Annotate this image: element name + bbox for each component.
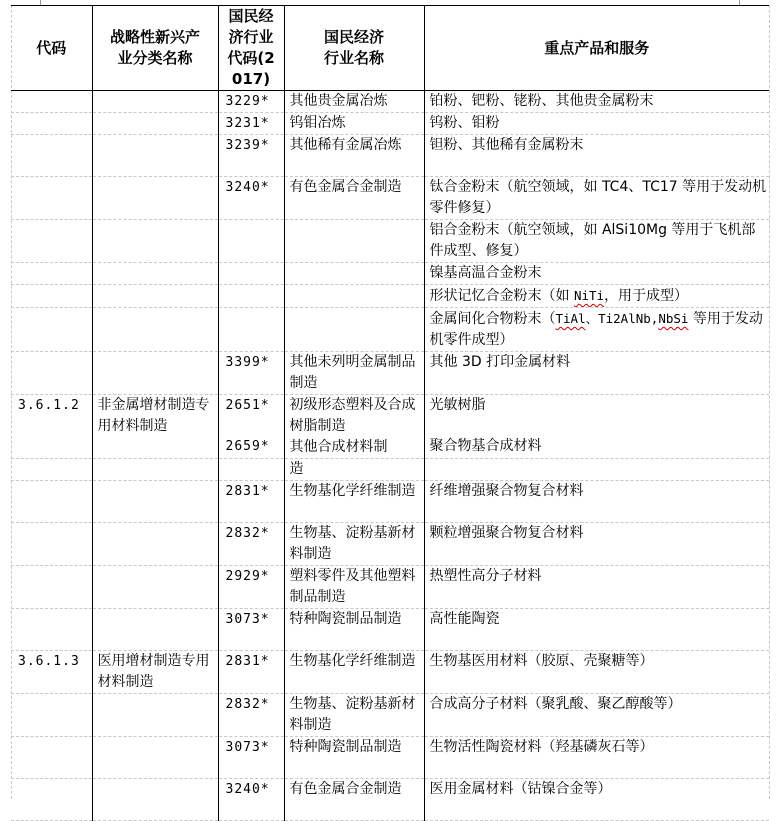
industry-name-text: 初级形态塑料及合成树脂制造 <box>289 397 416 434</box>
table-row <box>11 220 769 263</box>
cell-industry-name: 其他未列明金属制品制造 <box>284 352 424 395</box>
table-row <box>11 609 769 651</box>
cell-industry-code: 2832* <box>218 694 284 737</box>
cell-code <box>11 609 92 651</box>
cell-industry-code <box>218 263 284 285</box>
page-margin-guide <box>769 5 770 799</box>
cell-product: 颗粒增强聚合物复合材料 <box>424 523 769 566</box>
cell-industry-code <box>218 308 284 352</box>
cell-industry-name <box>284 220 424 263</box>
table-row <box>11 91 769 113</box>
cell-industry-code <box>218 459 284 481</box>
cell-industry-name: 塑料零件及其他塑料制品制造 <box>284 566 424 609</box>
table-row <box>11 177 769 220</box>
cell-industry-name: 生物基、淀粉基新材料制造 <box>284 694 424 737</box>
cell-product <box>424 459 769 481</box>
spellcheck-flagged-text[interactable]: TiAl <box>555 311 586 326</box>
table-row <box>11 737 769 779</box>
cell-product: 医用金属材料（钴镍合金等） <box>424 779 769 821</box>
cell-code: 3.6.1.2 <box>11 395 92 459</box>
cell-industry-code: 3240* <box>218 779 284 821</box>
table-row <box>11 651 769 694</box>
cell-industry-name <box>284 263 424 285</box>
spellcheck-flagged-text[interactable]: NiTi <box>573 288 605 303</box>
cell-code <box>11 459 92 481</box>
cell-category: 非金属增材制造专用材料制造 <box>92 395 218 459</box>
cell-category: 医用增材制造专用材料制造 <box>92 651 218 694</box>
cell-industry-name: 其他贵金属冶炼 <box>284 91 424 113</box>
table-row <box>11 779 769 821</box>
cell-product: 其他 3D 打印金属材料 <box>424 352 769 395</box>
cell-industry-code: 3239* <box>218 135 284 177</box>
cell-code <box>11 135 92 177</box>
cell-industry-code: 3231* <box>218 113 284 135</box>
cell-product: 钨粉、钼粉 <box>424 113 769 135</box>
cell-industry-code: 3240* <box>218 177 284 220</box>
cell-product: 钛合金粉末（航空领域，如 TC4、TC17 等用于发动机零件修复） <box>424 177 769 220</box>
cell-category <box>92 135 218 177</box>
spellcheck-flagged-text[interactable]: NbSi <box>658 311 689 326</box>
header-industry-code <box>218 6 284 91</box>
cell-product <box>424 308 769 352</box>
table-row <box>11 481 769 523</box>
industry-classification-table <box>11 5 769 821</box>
cell-industry-name: 造 <box>284 459 424 481</box>
cell-industry-code: 2832* <box>218 523 284 566</box>
cell-product <box>424 395 769 459</box>
cell-product: 镍基高温合金粉末 <box>424 263 769 285</box>
cell-product: 热塑性高分子材料 <box>424 566 769 609</box>
table-row <box>11 352 769 395</box>
cell-product: 铂粉、钯粉、铑粉、其他贵金属粉末 <box>424 91 769 113</box>
cell-code <box>11 737 92 779</box>
cell-product <box>424 285 769 308</box>
cell-category <box>92 263 218 285</box>
cell-product: 高性能陶瓷 <box>424 609 769 651</box>
cell-category <box>92 459 218 481</box>
cell-industry-code: 3073* <box>218 737 284 779</box>
cell-category <box>92 779 218 821</box>
cell-category <box>92 91 218 113</box>
table-row <box>11 459 769 481</box>
cell-category <box>92 609 218 651</box>
header-industry-name <box>284 6 424 91</box>
product-text: 形状记忆合金粉末（如 <box>429 288 574 304</box>
cell-industry-name: 其他稀有金属冶炼 <box>284 135 424 177</box>
cell-code <box>11 779 92 821</box>
table-row <box>11 285 769 308</box>
industry-code-text: 2651* <box>225 398 270 413</box>
cell-product: 生物活性陶瓷材料（羟基磷灰石等） <box>424 737 769 779</box>
cell-code <box>11 285 92 308</box>
cell-code <box>11 566 92 609</box>
industry-code-text: 2659* <box>225 439 270 454</box>
cell-industry-name: 特种陶瓷制品制造 <box>284 609 424 651</box>
cell-industry-name: 生物基、淀粉基新材料制造 <box>284 523 424 566</box>
header-industry-code-text: 国民经济行业代码(2017) <box>227 7 275 88</box>
product-text: 、Ti2AlNb, <box>585 311 659 326</box>
cell-code <box>11 113 92 135</box>
cell-industry-code: 2831* <box>218 481 284 523</box>
table-row <box>11 308 769 352</box>
cell-industry-code: 2831* <box>218 651 284 694</box>
cell-industry-name: 生物基化学纤维制造 <box>284 651 424 694</box>
cell-category <box>92 177 218 220</box>
cell-industry-name <box>284 285 424 308</box>
cell-category <box>92 566 218 609</box>
cell-industry-code: 3229* <box>218 91 284 113</box>
industry-name-text: 其他合成材料制 <box>289 439 388 455</box>
cell-category <box>92 113 218 135</box>
header-category-name <box>92 6 218 91</box>
cell-industry-name <box>284 395 424 459</box>
table-row <box>11 395 769 459</box>
cell-code <box>11 308 92 352</box>
cell-category <box>92 481 218 523</box>
product-text: ，用于成型） <box>604 288 689 304</box>
cell-product: 合成高分子材料（聚乳酸、聚乙醇酸等） <box>424 694 769 737</box>
cell-industry-name: 生物基化学纤维制造 <box>284 481 424 523</box>
cell-category <box>92 220 218 263</box>
product-text: 等用于发动机零件成型） <box>429 311 763 348</box>
cell-code <box>11 263 92 285</box>
cell-category <box>92 285 218 308</box>
cell-industry-code <box>218 395 284 459</box>
cell-code <box>11 694 92 737</box>
cell-industry-code <box>218 285 284 308</box>
cell-industry-code: 3399* <box>218 352 284 395</box>
cell-industry-code <box>218 220 284 263</box>
cell-industry-code: 2929* <box>218 566 284 609</box>
cell-code <box>11 91 92 113</box>
cell-product: 钽粉、其他稀有金属粉末 <box>424 135 769 177</box>
cell-code <box>11 220 92 263</box>
cell-industry-name: 特种陶瓷制品制造 <box>284 737 424 779</box>
table-row <box>11 694 769 737</box>
header-category-name-text: 战略性新兴产业分类名称 <box>109 28 200 67</box>
table-header-row <box>11 6 769 91</box>
cell-industry-name: 有色金属合金制造 <box>284 779 424 821</box>
cell-product: 纤维增强聚合物复合材料 <box>424 481 769 523</box>
table-row <box>11 113 769 135</box>
cell-industry-name: 有色金属合金制造 <box>284 177 424 220</box>
product-text: 金属间化合物粉末（ <box>429 311 556 327</box>
cell-code <box>11 523 92 566</box>
product-text: 聚合物基合成材料 <box>429 438 542 454</box>
header-code: 代码 <box>11 6 92 91</box>
table-row <box>11 523 769 566</box>
cell-category <box>92 308 218 352</box>
header-products: 重点产品和服务 <box>424 6 769 91</box>
table-row <box>11 566 769 609</box>
cell-category <box>92 694 218 737</box>
cell-code <box>11 177 92 220</box>
header-industry-name-text: 国民经济行业名称 <box>323 28 384 67</box>
cell-code <box>11 352 92 395</box>
cell-industry-name <box>284 308 424 352</box>
cell-code: 3.6.1.3 <box>11 651 92 694</box>
cell-industry-name: 钨钼冶炼 <box>284 113 424 135</box>
cell-product: 铝合金粉末（航空领域，如 AlSi10Mg 等用于飞机部件成型、修复） <box>424 220 769 263</box>
product-text: 光敏树脂 <box>429 397 486 413</box>
cell-product: 生物基医用材料（胶原、壳聚糖等） <box>424 651 769 694</box>
table-row <box>11 135 769 177</box>
cell-category <box>92 352 218 395</box>
cell-industry-code: 3073* <box>218 609 284 651</box>
cell-category <box>92 737 218 779</box>
cell-category <box>92 523 218 566</box>
table-row <box>11 263 769 285</box>
cell-code <box>11 481 92 523</box>
